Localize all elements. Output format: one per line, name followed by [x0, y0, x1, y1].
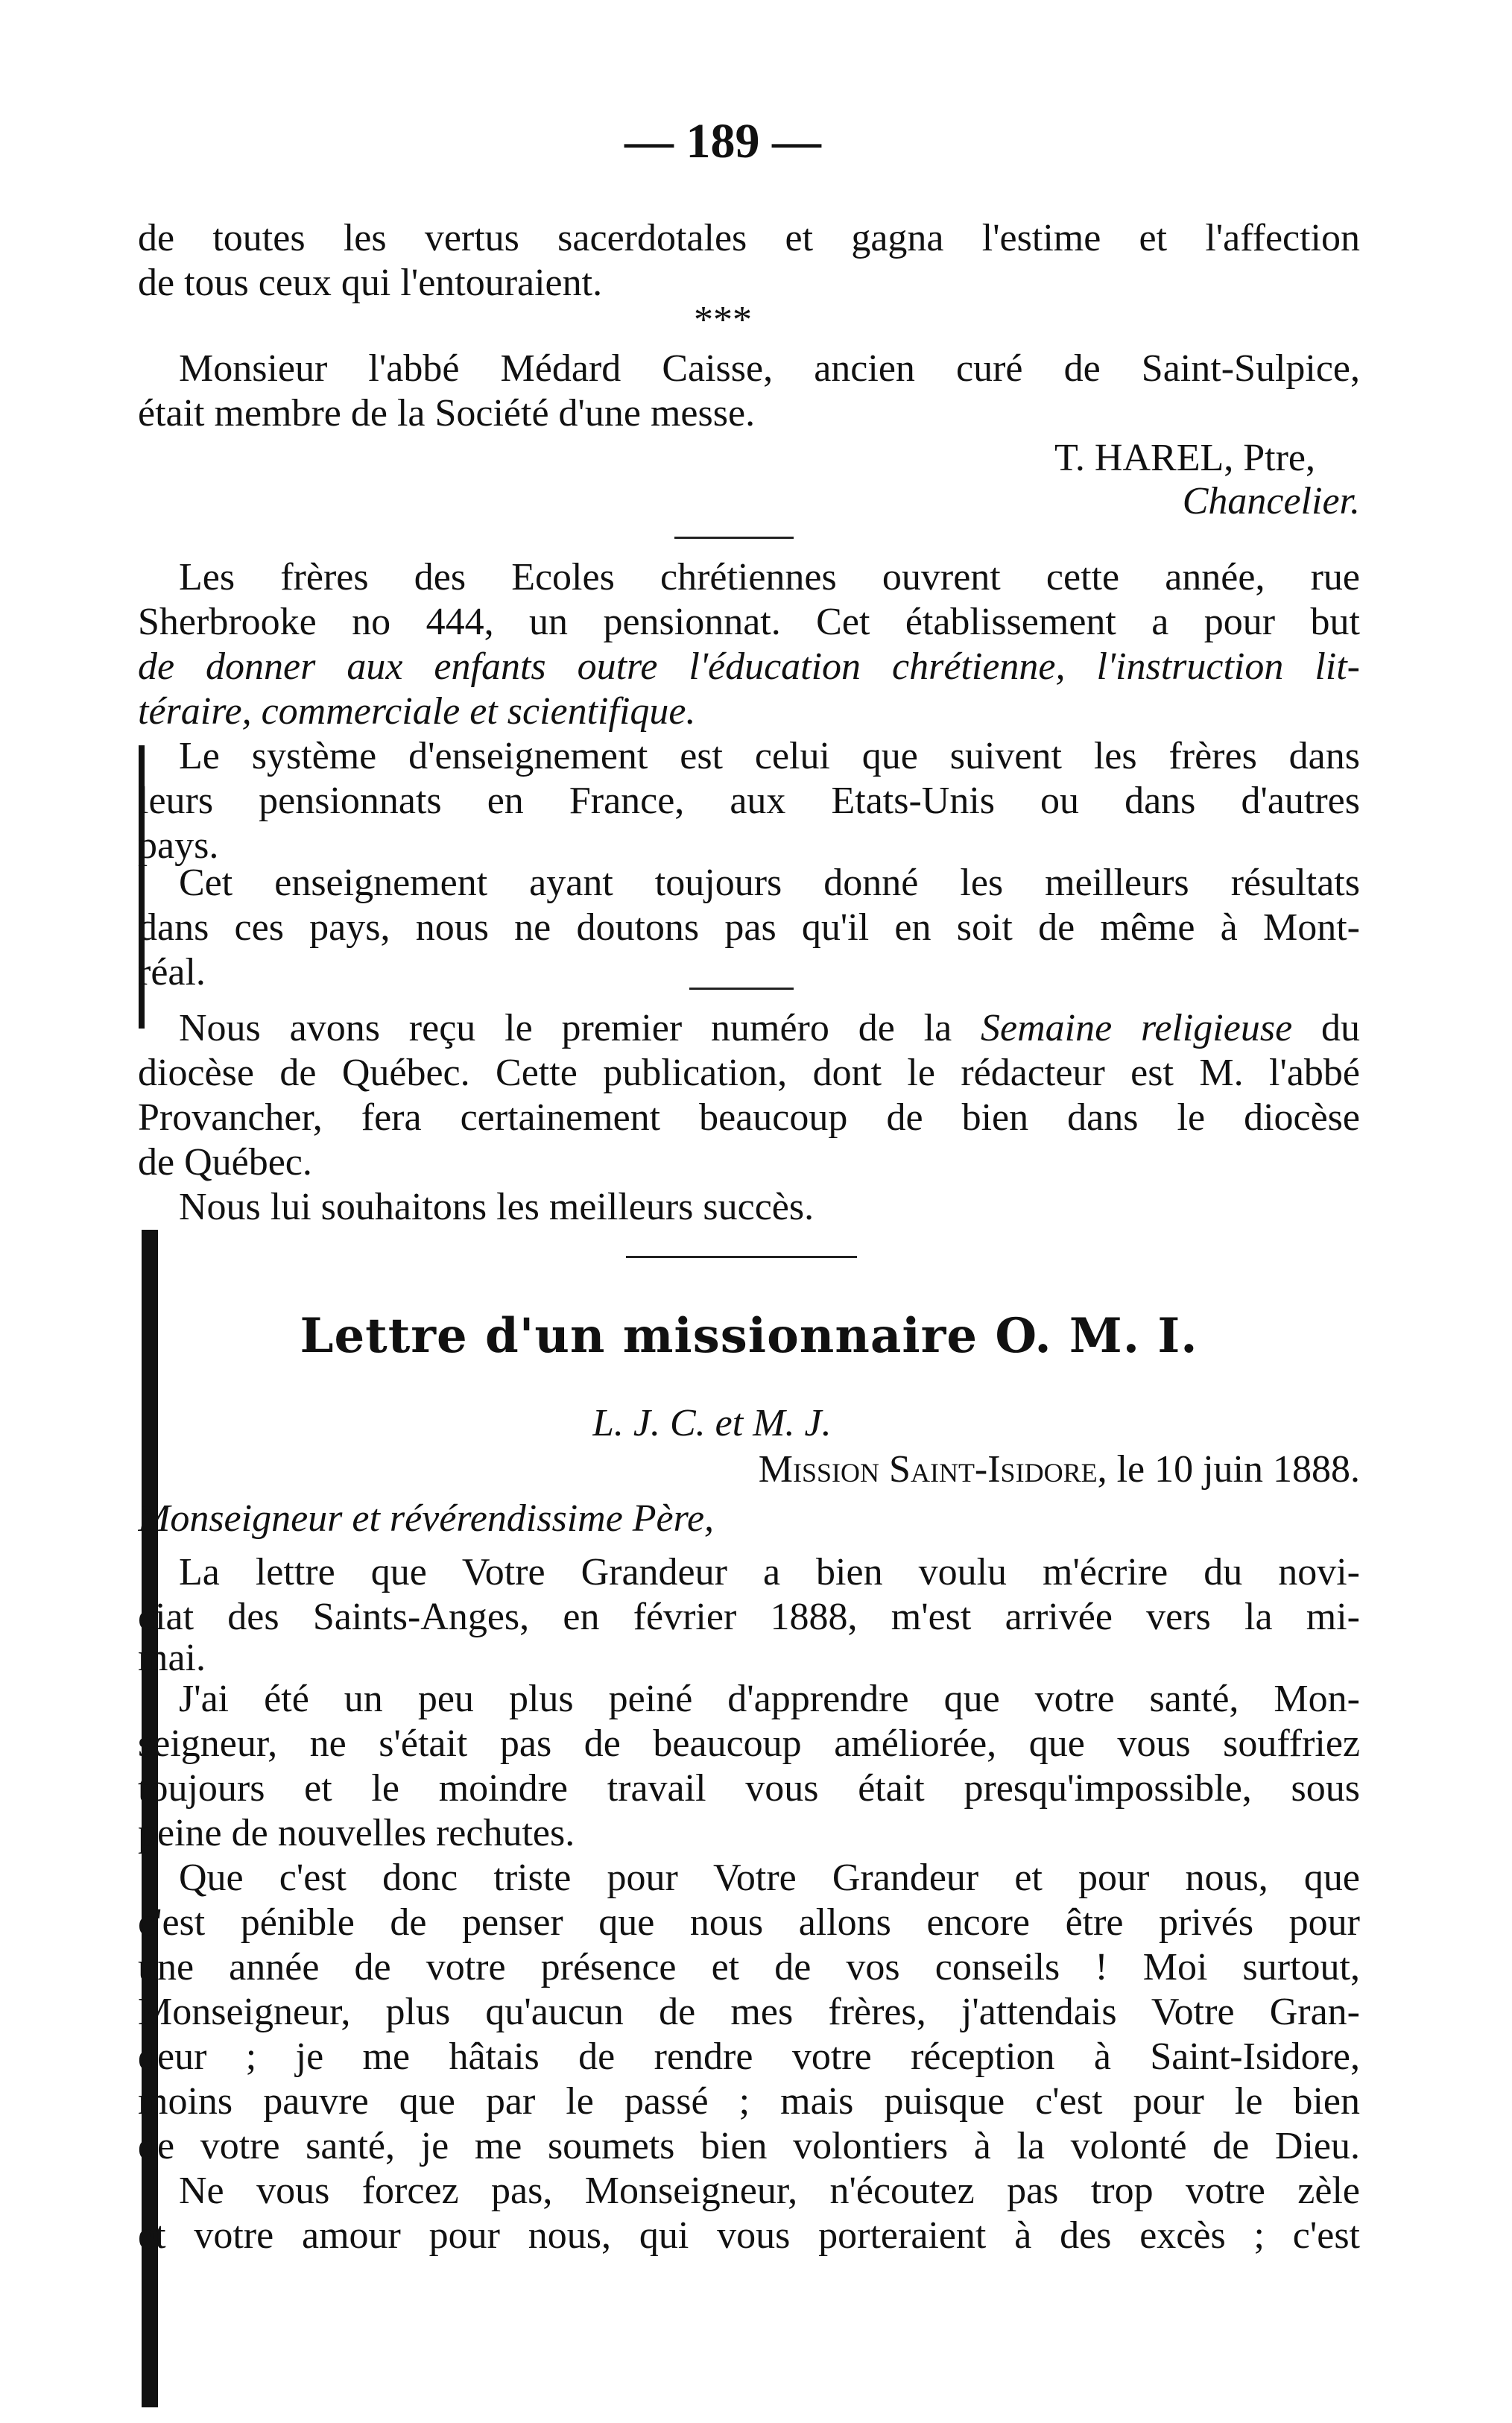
- text-line: moins pauvre que par le passé ; mais puisque c'est pour le bien: [138, 2080, 1360, 2123]
- text-line: Monseigneur, plus qu'aucun de mes frères, j'attendais Votre Gran-: [138, 1991, 1360, 2033]
- letter-salutation: Monseigneur et révérendissime Père,: [138, 1497, 715, 1540]
- text-line: Nous avons reçu le premier numéro de la Semaine religieuse du: [179, 1007, 1360, 1049]
- text-line: de Québec.: [138, 1141, 312, 1184]
- text-line: La lettre que Votre Grandeur a bien voulu m'écrire du novi-: [179, 1551, 1360, 1593]
- text-line: de donner aux enfants outre l'éducation chrétienne, l'instruction lit-: [138, 645, 1360, 688]
- divider: [689, 988, 794, 990]
- text-line: Que c'est donc triste pour Votre Grandeur et pour nous, que: [179, 1857, 1360, 1899]
- text-line: leurs pensionnats en France, aux Etats-Unis ou dans d'autres: [138, 780, 1360, 822]
- text-line: peine de nouvelles rechutes.: [138, 1812, 575, 1854]
- text-line: réal.: [138, 951, 206, 993]
- text-line: Provancher, fera certainement beaucoup de bien dans le diocèse: [138, 1096, 1360, 1139]
- text-line: Ne vous forcez pas, Monseigneur, n'écoutez pas trop votre zèle: [179, 2170, 1360, 2212]
- text-line: mai.: [138, 1637, 206, 1679]
- text-line: de tous ceux qui l'entouraient.: [138, 262, 603, 304]
- text-line: dans ces pays, nous ne doutons pas qu'il en soit de même à Mont-: [138, 906, 1360, 949]
- text-line: Les frères des Ecoles chrétiennes ouvrent cette année, rue: [179, 556, 1360, 598]
- text-line: Cet enseignement ayant toujours donné les meilleurs résultats: [179, 862, 1360, 904]
- text-line: c'est pénible de penser que nous allons encore être privés pour: [138, 1901, 1360, 1944]
- page-number: — 189 —: [624, 114, 821, 168]
- divider: [674, 537, 794, 539]
- asterism: ***: [694, 299, 752, 341]
- page-number-value: 189: [686, 114, 760, 168]
- text-line: toujours et le moindre travail vous était presqu'impossible, sous: [138, 1767, 1360, 1810]
- text-line: de toutes les vertus sacerdotales et gagna l'estime et l'affection: [138, 217, 1360, 259]
- text-line: de votre santé, je me soumets bien volontiers à la volonté de Dieu.: [138, 2125, 1360, 2167]
- text-line: Sherbrooke no 444, un pensionnat. Cet établissement a pour but: [138, 601, 1360, 643]
- text-line: Le système d'enseignement est celui que suivent les frères dans: [179, 735, 1360, 777]
- text-line: J'ai été un peu plus peiné d'apprendre que votre santé, Mon-: [179, 1678, 1360, 1720]
- text-line: Nous lui souhaitons les meilleurs succès.: [179, 1186, 814, 1228]
- text-line: diocèse de Québec. Cette publication, dont le rédacteur est M. l'abbé: [138, 1052, 1360, 1094]
- text-line: Monsieur l'abbé Médard Caisse, ancien curé de Saint-Sulpice,: [179, 347, 1360, 390]
- text-line: et votre amour pour nous, qui vous porteraient à des excès ; c'est: [138, 2214, 1360, 2257]
- signature-name: T. HAREL, Ptre,: [1054, 437, 1315, 479]
- signature-title: Chancelier.: [1182, 480, 1360, 522]
- text-line: seigneur, ne s'était pas de beaucoup améliorée, que vous souffriez: [138, 1722, 1360, 1765]
- text-line: une année de votre présence et de vos conseils ! Moi surtout,: [138, 1946, 1360, 1988]
- text-line: ciat des Saints-Anges, en février 1888, m'est arrivée vers la mi-: [138, 1596, 1360, 1638]
- letter-place: Mission Saint-Isidore: [758, 1448, 1098, 1491]
- text-line: deur ; je me hâtais de rendre votre réception à Saint-Isidore,: [138, 2035, 1360, 2078]
- letter-heading: Lettre d'un missionnaire O. M. I.: [300, 1308, 1198, 1364]
- letter-place-date: Mission Saint-Isidore, le 10 juin 1888.: [758, 1448, 1360, 1491]
- text-line: était membre de la Société d'une messe.: [138, 392, 756, 435]
- letter-motto: L. J. C. et M. J.: [592, 1402, 832, 1444]
- divider: [626, 1256, 857, 1258]
- text-line: pays.: [138, 824, 219, 867]
- text-line: téraire, commerciale et scientifique.: [138, 690, 696, 733]
